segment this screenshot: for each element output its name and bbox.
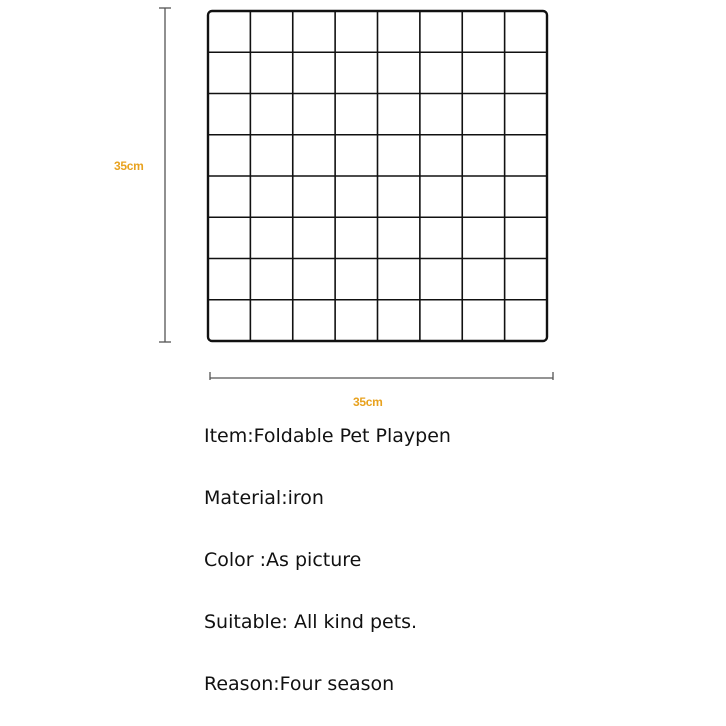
spec-suitable: Suitable: All kind pets. [204, 611, 418, 633]
wire-grid-panel [208, 11, 547, 341]
width-dimension-line [210, 372, 553, 380]
height-label: 35cm [114, 159, 144, 173]
spec-material: Material:iron [204, 487, 324, 509]
spec-reason: Reason:Four season [204, 673, 395, 695]
spec-item: Item:Foldable Pet Playpen [204, 425, 451, 447]
spec-color: Color :As picture [204, 549, 362, 571]
height-dimension-line [159, 8, 171, 342]
width-label: 35cm [353, 395, 383, 409]
